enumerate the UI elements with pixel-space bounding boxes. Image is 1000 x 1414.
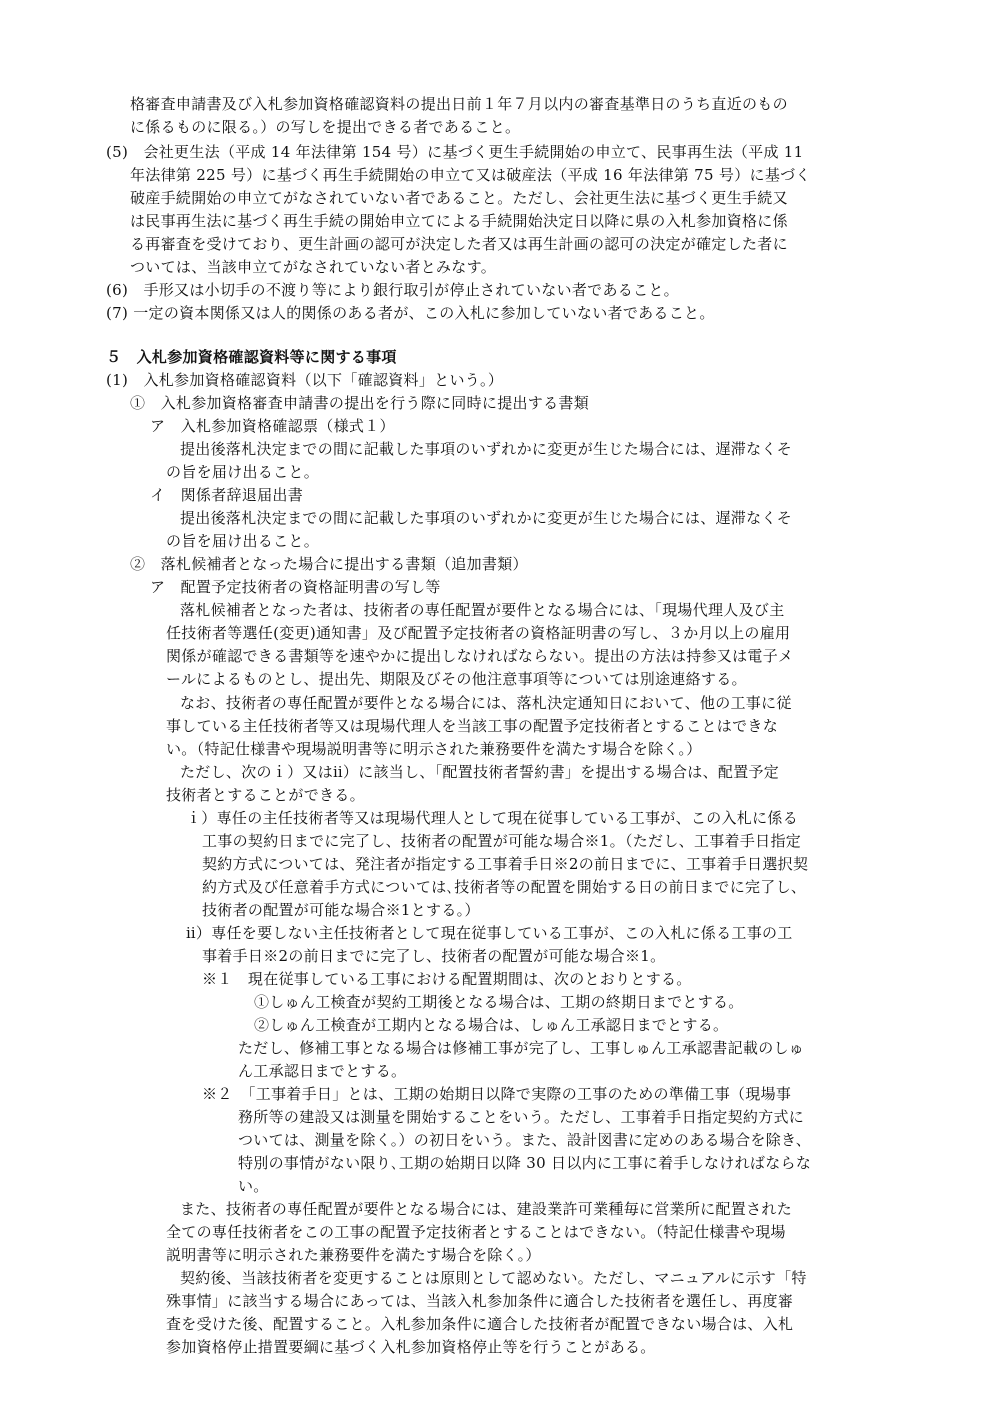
text-line: 参加資格停止措置要綱に基づく入札参加資格停止等を行うことがある。 — [166, 1338, 656, 1356]
text-line: 破産手続開始の申立てがなされていない者であること。ただし、会社更生法に基づく更生手続又 — [130, 189, 788, 207]
text-line: 格審査申請書及び入札参加資格確認資料の提出日前１年７月以内の審査基準日のうち直近のもの — [130, 95, 788, 113]
text-line: 年法律第 225 号）に基づく再生手続開始の申立て又は破産法（平成 16 年法律第 75 号）に基づく — [130, 166, 811, 184]
text-line: 事している主任技術者等又は現場代理人を当該工事の配置予定技術者とすることはできな — [166, 717, 779, 735]
text-line: (7) 一定の資本関係又は人的関係のある者が、この入札に参加していない者であること。 — [106, 304, 715, 322]
text-line: ※２ 「工事着手日」とは、工期の始期日以降で実際の工事のための準備工事（現場事 — [202, 1085, 792, 1103]
text-line: ールによるものとし、提出先、期限及びその他注意事項等については別途連絡する。 — [166, 670, 747, 688]
text-line: 査を受けた後、配置すること。入札参加条件に適合した技術者が配置できない場合は、入札 — [166, 1315, 794, 1333]
text-line: (6) 手形又は小切手の不渡り等により銀行取引が停止されていない者であること。 — [106, 281, 679, 299]
text-line: 技術者の配置が可能な場合※1とする。） — [202, 901, 480, 919]
text-line: ん工承認日までとする。 — [238, 1062, 407, 1080]
text-line: の旨を届け出ること。 — [166, 532, 320, 550]
text-line: ② 落札候補者となった場合に提出する書類（追加書類） — [130, 555, 528, 573]
text-line: ただし、次のｉ）又はⅱ）に該当し、「配置技術者誓約書」を提出する場合は、配置予定 — [180, 763, 780, 781]
text-line: 落札候補者となった者は、技術者の専任配置が要件となる場合には、「現場代理人及び主 — [180, 601, 785, 619]
text-line: ただし、修補工事となる場合は修補工事が完了し、工事しゅん工承認書記載のしゅ — [238, 1039, 805, 1057]
text-line: 提出後落札決定までの間に記載した事項のいずれかに変更が生じた場合には、遅滞なくそ — [180, 440, 793, 458]
text-line: ア 配置予定技術者の資格証明書の写し等 — [150, 578, 441, 596]
text-line: 特別の事情がない限り､工期の始期日以降 30 日以内に工事に着手しなければならな — [238, 1154, 812, 1172]
text-line: 約方式及び任意着手方式については､技術者等の配置を開始する日の前日までに完了し、 — [202, 878, 807, 896]
text-line: 関係が確認できる書類等を速やかに提出しなければならない。提出の方法は持参又は電子メ — [166, 647, 794, 665]
text-line: なお、技術者の専任配置が要件となる場合には、落札決定通知日において、他の工事に従 — [180, 694, 792, 712]
text-line: 工事の契約日までに完了し、技術者の配置が可能な場合※1。（ただし、工事着手日指定 — [202, 832, 802, 850]
text-line: い。 — [238, 1177, 269, 1195]
text-line: の旨を届け出ること。 — [166, 463, 320, 481]
text-line: 技術者とすることができる。 — [166, 786, 365, 804]
text-line: ①しゅん工検査が契約工期後となる場合は、工期の終期日までとする。 — [254, 993, 744, 1011]
text-line: 契約方式については、発注者が指定する工事着手日※2の前日までに、工事着手日選択契 — [202, 855, 809, 873]
text-line: は民事再生法に基づく再生手続の開始申立てによる手続開始決定日以降に県の入札参加資格に係 — [130, 212, 788, 230]
text-line: (1) 入札参加資格確認資料（以下「確認資料」という。） — [106, 371, 504, 389]
text-line: また、技術者の専任配置が要件となる場合には、建設業許可業種毎に営業所に配置された — [180, 1200, 793, 1218]
text-line: 提出後落札決定までの間に記載した事項のいずれかに変更が生じた場合には、遅滞なくそ — [180, 509, 793, 527]
text-line: イ 関係者辞退届出書 — [150, 486, 304, 504]
text-line: ついては、測量を除く。）の初日をいう。また、設計図書に定めのある場合を除き、 — [238, 1131, 812, 1149]
text-line: ア 入札参加資格確認票（様式１） — [150, 417, 395, 435]
text-line: に係るものに限る。）の写しを提出できる者であること。 — [130, 118, 521, 136]
text-line: ① 入札参加資格審査申請書の提出を行う際に同時に提出する書類 — [130, 394, 590, 412]
text-line: ｉ）専任の主任技術者等又は現場代理人として現在従事している工事が、この入札に係る — [186, 809, 799, 827]
text-line: 務所等の建設又は測量を開始することをいう。ただし、工事着手日指定契約方式に — [238, 1108, 805, 1126]
text-line: 事着手日※2の前日までに完了し、技術者の配置が可能な場合※1。 — [202, 947, 666, 965]
section-heading: ５ 入札参加資格確認資料等に関する事項 — [106, 348, 397, 366]
text-line: い。（特記仕様書や現場説明書等に明示された兼務要件を満たす場合を除く。） — [166, 740, 702, 758]
text-line: 契約後、当該技術者を変更することは原則として認めない。ただし、マニュアルに示す「特 — [180, 1269, 807, 1287]
text-line: 任技術者等選任(変更)通知書」及び配置予定技術者の資格証明書の写し、３か月以上の雇用 — [166, 624, 791, 642]
text-line: 全ての専任技術者をこの工事の配置予定技術者とすることはできない。（特記仕様書や現場 — [166, 1223, 786, 1241]
text-line: ついては、当該申立てがなされていない者とみなす。 — [130, 258, 497, 276]
text-line: る再審査を受けており、更生計画の認可が決定した者又は再生計画の認可の決定が確定した者に — [130, 235, 788, 253]
text-line: ②しゅん工検査が工期内となる場合は、しゅん工承認日までとする。 — [254, 1016, 729, 1034]
text-line: 説明書等に明示された兼務要件を満たす場合を除く。） — [166, 1246, 541, 1264]
text-line: 殊事情」に該当する場合にあっては、当該入札参加条件に適合した技術者を選任し、再度審 — [166, 1292, 794, 1310]
text-line: ⅱ）専任を要しない主任技術者として現在従事している工事が、この入札に係る工事の工 — [186, 924, 793, 942]
text-line: ※１ 現在従事している工事における配置期間は、次のとおりとする。 — [202, 970, 692, 988]
text-line: (5) 会社更生法（平成 14 年法律第 154 号）に基づく更生手続開始の申立て、民事再生法（平成 11 — [106, 143, 804, 161]
